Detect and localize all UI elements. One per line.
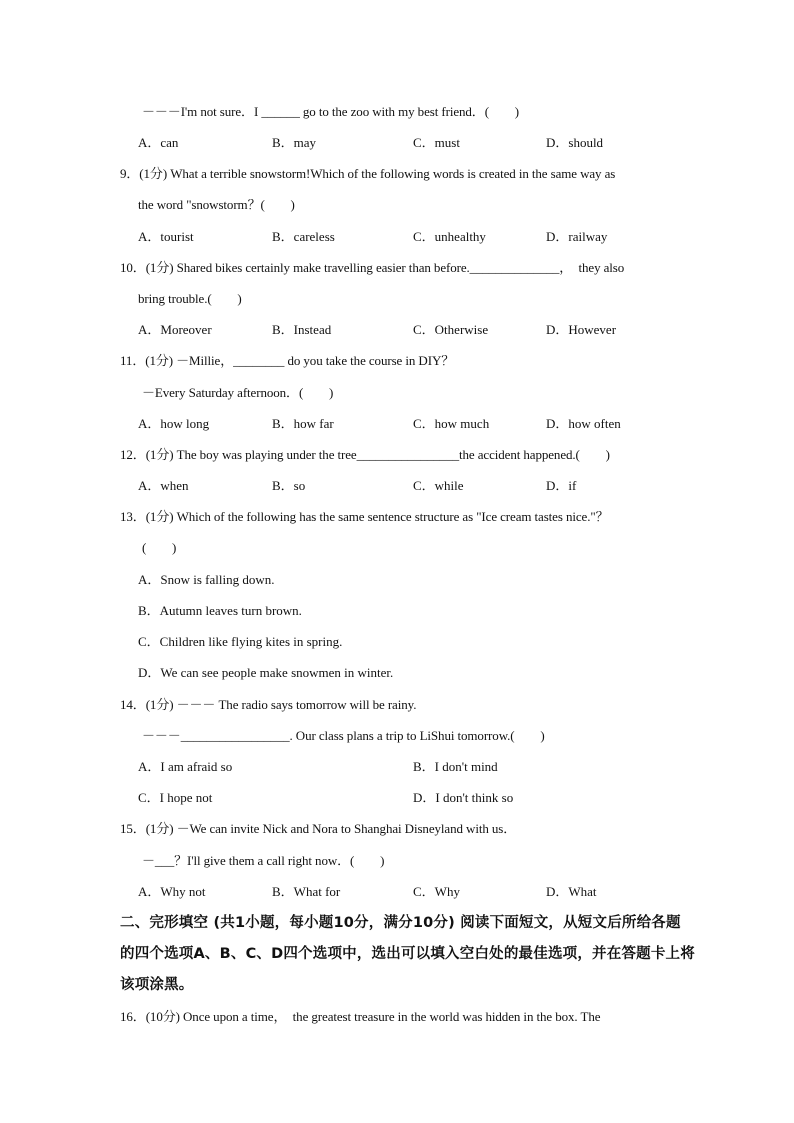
section-heading-end: 该项涂黑。 — [120, 977, 194, 993]
q10-option-c[interactable]: C．Otherwise — [413, 322, 489, 337]
q9-option-b[interactable]: B．careless — [272, 229, 335, 244]
q11-text: 11．(1分) －Millie，________ do you take the course in DIY？ — [120, 353, 455, 368]
q12-option-c[interactable]: C．while — [413, 478, 464, 493]
q13-option-b[interactable]: B．Autumn leaves turn brown. — [138, 603, 302, 618]
q13-option-a[interactable]: A．Snow is falling down. — [138, 572, 275, 587]
q8-option-d[interactable]: D．should — [546, 135, 604, 150]
q10-option-d[interactable]: D．However — [546, 322, 617, 337]
q13-text-cont: ( ) — [142, 540, 177, 555]
q14-text: 14．(1分) －－－ The radio says tomorrow will be rainy. — [120, 697, 417, 712]
q9-text: 9．(1分) What a terrible snowstorm!Which of the following words is created in the same way as — [120, 166, 616, 181]
q9-option-a[interactable]: A．tourist — [138, 229, 194, 244]
q12-option-d[interactable]: D．if — [546, 478, 577, 493]
q16-text: 16．(10分) Once upon a time， the greatest treasure in the world was hidden in the box. The — [120, 1009, 601, 1024]
q15-option-c[interactable]: C．Why — [413, 884, 460, 899]
q13-text: 13．(1分) Which of the following has the same sentence structure as "Ice cream tastes nice."？ — [120, 509, 609, 524]
q11-option-a[interactable]: A．how long — [138, 416, 210, 431]
q11-option-d[interactable]: D．how often — [546, 416, 621, 431]
q14-text-cont: －－－_________________. Our class plans a trip to LiShui tomorrow.( ) — [142, 728, 545, 743]
q11-option-c[interactable]: C．how much — [413, 416, 490, 431]
section-heading-cont: 的四个选项A、B、C、D四个选项中，选出可以填入空白处的最佳选项，并在答题卡上将 — [120, 946, 695, 962]
q9-option-d[interactable]: D．railway — [546, 229, 608, 244]
q15-option-d[interactable]: D．What — [546, 884, 597, 899]
q10-text-cont: bring trouble.( ) — [138, 291, 242, 306]
q14-option-b[interactable]: B．I don't mind — [413, 759, 498, 774]
q15-text: 15．(1分) －We can invite Nick and Nora to Shanghai Disneyland with us． — [120, 821, 517, 836]
q14-option-a[interactable]: A．I am afraid so — [138, 759, 233, 774]
q11-option-b[interactable]: B．how far — [272, 416, 334, 431]
q8-option-b[interactable]: B．may — [272, 135, 317, 150]
q9-text-cont: the word "snowstorm？( ) — [138, 197, 295, 212]
q15-option-b[interactable]: B．What for — [272, 884, 341, 899]
q12-option-b[interactable]: B．so — [272, 478, 306, 493]
q9-option-c[interactable]: C．unhealthy — [413, 229, 486, 244]
q12-option-a[interactable]: A．when — [138, 478, 189, 493]
q8-option-a[interactable]: A．can — [138, 135, 179, 150]
q10-option-b[interactable]: B．Instead — [272, 322, 332, 337]
section-heading: 二、完形填空 (共1小题，每小题10分，满分10分) 阅读下面短文，从短文后所给各题 — [120, 915, 681, 931]
q13-option-c[interactable]: C．Children like flying kites in spring. — [138, 634, 343, 649]
q12-text: 12．(1分) The boy was playing under the tree________________the accident happened.( ) — [120, 447, 610, 462]
q15-text-cont: －___？I'll give them a call right now．( ) — [142, 853, 385, 868]
q14-option-d[interactable]: D．I don't think so — [413, 790, 514, 805]
q10-text: 10．(1分) Shared bikes certainly make travelling easier than before.______________， they also — [120, 260, 625, 275]
q8-option-c[interactable]: C．must — [413, 135, 460, 150]
q11-text-cont: －Every Saturday afternoon．( ) — [142, 385, 334, 400]
q8-text: －－－I'm not sure．I ______ go to the zoo with my best friend．( ) — [142, 104, 519, 119]
q14-option-c[interactable]: C．I hope not — [138, 790, 213, 805]
q10-option-a[interactable]: A．Moreover — [138, 322, 212, 337]
q13-option-d[interactable]: D．We can see people make snowmen in winter. — [138, 665, 394, 680]
q15-option-a[interactable]: A．Why not — [138, 884, 206, 899]
